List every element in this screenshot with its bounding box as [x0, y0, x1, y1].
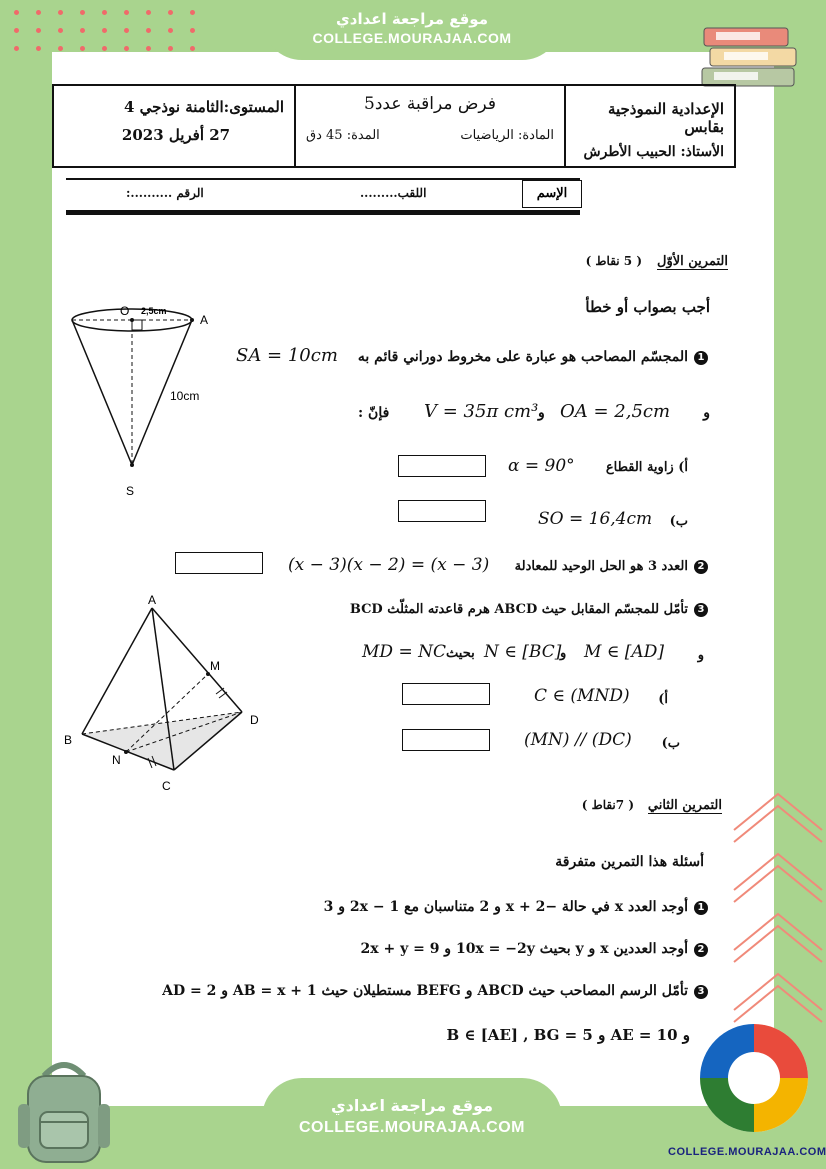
decorative-dot	[36, 46, 41, 51]
decorative-dot	[168, 28, 173, 33]
number-badge-ex2-2: 2	[694, 943, 708, 957]
ex2-instruction: أسئلة هذا التمرين متفرقة	[555, 854, 704, 870]
ex2-points: ( 7نقاط )	[581, 798, 634, 812]
answer-box-3b[interactable]	[402, 729, 490, 751]
site-banner-top	[262, 0, 562, 60]
ex1-q1-math-sa: SA = 10cm	[236, 345, 338, 366]
teacher-name: الأستاذ: الحبيب الأطرش	[583, 144, 724, 160]
decorative-dot	[146, 28, 151, 33]
ex1-q3-and-2: و	[560, 646, 567, 661]
decorative-dot	[124, 46, 129, 51]
ex1-q1-math-v: V = 35π cm³	[424, 401, 539, 422]
decorative-dot	[190, 10, 195, 15]
number-badge-ex2-1: 1	[694, 901, 708, 915]
decorative-dot	[80, 10, 85, 15]
decorative-dot	[80, 28, 85, 33]
student-surname: اللقب.........	[360, 186, 427, 200]
pyr-label-a: A	[148, 593, 157, 607]
answer-box-3a[interactable]	[402, 683, 490, 705]
decorative-dot	[146, 10, 151, 15]
decorative-dot	[80, 46, 85, 51]
exam-header	[52, 84, 736, 168]
chevron-decoration-icon	[730, 790, 826, 1030]
ex1-q3-math-n: N ∈ [BC]	[484, 642, 562, 662]
ex1-q3a-label: أ)	[658, 692, 668, 707]
ex1-q1-and-2: و	[538, 405, 545, 421]
site-name-arabic-bottom: موقع مراجعة اعدادي	[330, 1096, 494, 1115]
pyr-label-d: D	[250, 713, 259, 727]
site-url-bottom[interactable]: COLLEGE.MOURAJAA.COM	[299, 1119, 525, 1136]
student-number: الرقم ..........:	[126, 186, 204, 200]
decorative-dot	[190, 28, 195, 33]
cone-slant: 10cm	[170, 389, 200, 403]
decorative-dot	[102, 28, 107, 33]
number-badge-2: 2	[694, 560, 708, 574]
backpack-icon	[14, 1056, 114, 1166]
decorative-dot	[124, 10, 129, 15]
ex1-q1-then: فإنّ :	[358, 405, 390, 421]
site-name-arabic: موقع مراجعة اعدادي	[336, 10, 488, 28]
decorative-dot	[168, 10, 173, 15]
decorative-dot	[102, 10, 107, 15]
number-badge-3: 3	[694, 603, 708, 617]
school-name: الإعدادية النموذجية بقابس	[607, 100, 724, 136]
decorative-dot	[36, 28, 41, 33]
duration: المدة: 45 دق	[306, 128, 380, 143]
cone-radius: 2,5cm	[141, 306, 167, 316]
decorative-dots	[0, 0, 220, 60]
decorative-dot	[124, 28, 129, 33]
ex1-instruction: أجب بصواب أو خطأ	[585, 298, 710, 316]
pyr-label-c: C	[162, 779, 171, 793]
ex1-points: ( 5 نقاط )	[585, 254, 642, 268]
site-url[interactable]: COLLEGE.MOURAJAA.COM	[312, 30, 512, 46]
ex2-q1: 1أوجد العدد x في حالة −x + 2 و 2 متناسبان مع 2x − 1 و 3	[324, 899, 708, 915]
level: المستوى:الثامنة نوذجي 4	[123, 98, 284, 116]
ex1-q1-and: و	[703, 405, 710, 421]
decorative-dot	[14, 46, 19, 51]
ex2-heading: التمرين الثاني	[647, 798, 722, 813]
ex1-q2-math: (x − 3)(x − 2) = (x − 3)	[288, 555, 490, 575]
ex1-q3-math-md: MD = NC	[362, 642, 446, 662]
subject: المادة: الرياضيات	[460, 128, 554, 143]
site-banner-bottom	[262, 1078, 562, 1169]
decorative-dot	[146, 46, 151, 51]
exam-date: 27 أفريل 2023	[121, 126, 231, 144]
pyr-label-n: N	[112, 753, 121, 767]
ex1-q1-line1: 1المجسّم المصاحب هو عبارة على مخروط دوراني قائم به	[358, 349, 708, 365]
decorative-dot	[36, 10, 41, 15]
ex1-q3-and: و	[697, 648, 704, 663]
ex1-q3b-label: ب)	[661, 736, 680, 751]
answer-box-1a[interactable]	[398, 455, 486, 477]
decorative-dot	[14, 10, 19, 15]
pyr-label-b: B	[64, 733, 73, 747]
ex1-q3-math-m: M ∈ [AD]	[584, 642, 664, 662]
ex1-q1a-label: أ) زاوية القطاع	[605, 460, 688, 475]
ex1-q2-text: 2العدد 3 هو الحل الوحيد للمعادلة	[515, 559, 708, 574]
decorative-dot	[58, 10, 63, 15]
ex2-q3-line2: و AE = 10 و B ∈ [AE] , BG = 5	[446, 1026, 690, 1044]
ex1-q3-text: 3تأمّل للمجسّم المقابل حيث ABCD هرم قاعدته المثلّث BCD	[350, 602, 708, 617]
ex1-q1b-label: ب)	[669, 514, 688, 529]
exam-title: فرض مراقبة عدد5	[364, 94, 496, 114]
cone-label-a: A	[200, 313, 209, 327]
answer-box-1b[interactable]	[398, 500, 486, 522]
cone-figure	[62, 300, 242, 510]
number-badge-ex2-3: 3	[694, 985, 708, 999]
decorative-dot	[58, 28, 63, 33]
ex2-q2: 2أوجد العددين x و y بحيث 10x = −2y و 2x + y = 9	[361, 941, 708, 957]
decorative-dot	[102, 46, 107, 51]
answer-box-2[interactable]	[175, 552, 263, 574]
ex1-q3a-math: C ∈ (MND)	[534, 686, 630, 706]
logo-url[interactable]: COLLEGE.MOURAJAA.COM	[668, 1146, 826, 1158]
decorative-dot	[14, 28, 19, 33]
number-badge-1: 1	[694, 351, 708, 365]
books-icon	[696, 14, 806, 94]
ex1-q3b-math: (MN) // (DC)	[524, 730, 632, 750]
decorative-dot	[168, 46, 173, 51]
ex1-heading: التمرين الأوّل	[657, 254, 728, 269]
pyramid-figure	[60, 592, 270, 802]
pyr-label-m: M	[210, 659, 220, 673]
decorative-dot	[58, 46, 63, 51]
ex1-q3-where: بحيث	[446, 646, 475, 661]
ex1-q1b-math: SO = 16,4cm	[538, 509, 653, 529]
site-logo-icon	[694, 1020, 816, 1140]
cone-label-s: S	[126, 484, 135, 498]
cone-label-o: O	[120, 304, 130, 318]
ex1-q1a-math: α = 90°	[508, 456, 575, 476]
decorative-dot	[190, 46, 195, 51]
student-name-label: الإسم	[522, 180, 582, 208]
ex1-q1-math-oa: OA = 2,5cm	[560, 401, 671, 422]
ex2-q3: 3تأمّل الرسم المصاحب حيث ABCD و BEFG مستطيلان حيث AB = x + 1 و AD = 2	[162, 983, 708, 999]
